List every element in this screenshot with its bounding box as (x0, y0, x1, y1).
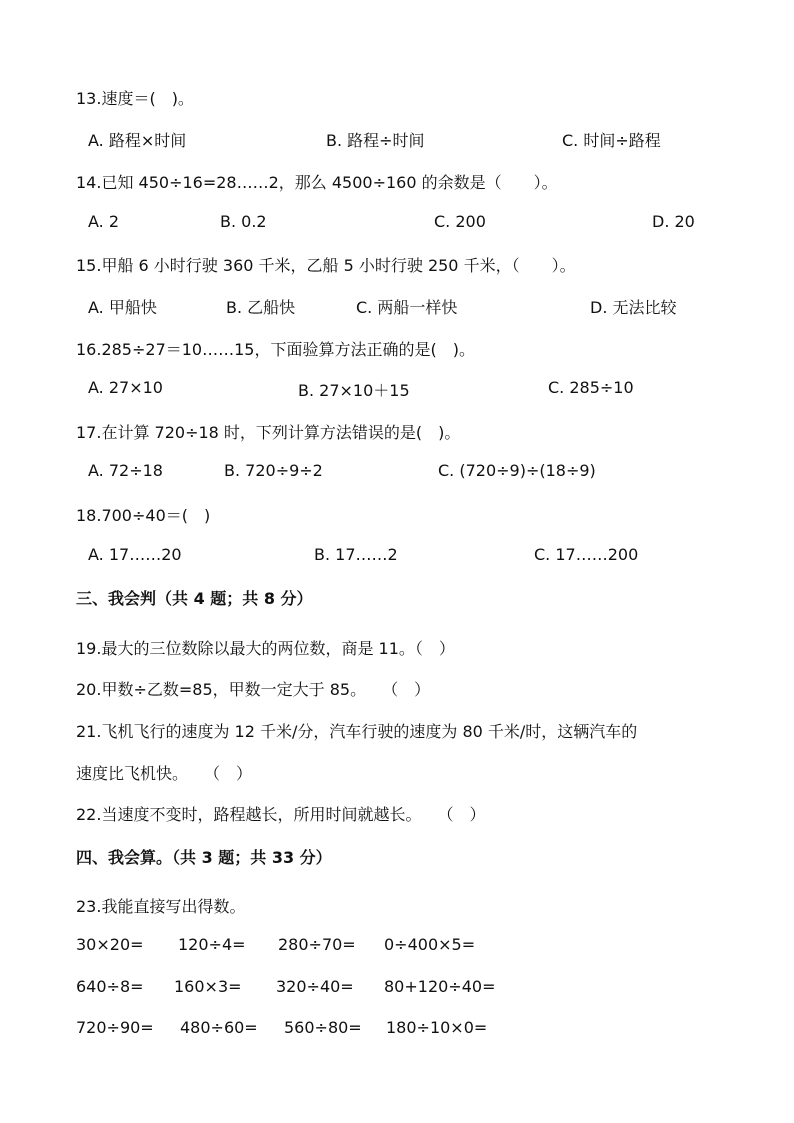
option-c: C. 200 (434, 212, 486, 231)
question-20: 20.甲数÷乙数=85，甲数一定大于 85。 （ ） (76, 680, 431, 699)
question-23-stem: 23.我能直接写出得数。 (76, 897, 246, 916)
question-13-stem: 13.速度＝( )。 (76, 89, 194, 108)
question-22: 22.当速度不变时，路程越长，所用时间就越长。 （ ） (76, 805, 486, 824)
option-c: C. (720÷9)÷(18÷9) (438, 461, 596, 480)
calc-item: 120÷4= (178, 935, 246, 954)
section-4-title: 四、我会算。（共 3 题；共 33 分） (76, 848, 332, 867)
option-b: B. 路程÷时间 (326, 131, 425, 150)
option-d: D. 无法比较 (590, 298, 677, 317)
question-18-stem: 18.700÷40＝( ) (76, 506, 211, 525)
calc-item: 280÷70= (278, 935, 356, 954)
question-15-stem: 15.甲船 6 小时行驶 360 千米，乙船 5 小时行驶 250 千米，（ ）。 (76, 256, 576, 275)
calc-item: 160×3= (174, 977, 242, 996)
question-15-options (0, 295, 794, 319)
option-a: A. 路程×时间 (88, 131, 187, 150)
option-b: B. 720÷9÷2 (224, 461, 323, 480)
question-14-options (0, 212, 794, 236)
question-16-stem: 16.285÷27＝10……15，下面验算方法正确的是( )。 (76, 340, 475, 359)
question-19: 19.最大的三位数除以最大的两位数，商是 11。（ ） (76, 639, 455, 658)
option-a: A. 72÷18 (88, 461, 163, 480)
option-a: A. 2 (88, 212, 120, 231)
option-c: C. 17……200 (534, 545, 639, 564)
option-d: D. 20 (652, 212, 695, 231)
calc-item: 30×20= (76, 935, 144, 954)
question-21-line-2: 速度比飞机快。 （ ） (76, 764, 253, 783)
question-18-options (0, 545, 794, 569)
option-a: A. 27×10 (88, 378, 163, 397)
calc-item: 560÷80= (284, 1018, 362, 1037)
calc-item: 0÷400×5= (384, 935, 476, 954)
calc-item: 720÷90= (76, 1018, 154, 1037)
calc-item: 640÷8= (76, 977, 144, 996)
question-21-line-1: 21.飞机飞行的速度为 12 千米/分，汽车行驶的速度为 80 千米/时，这辆汽车的 (76, 722, 638, 741)
question-17-options (0, 461, 794, 485)
option-c: C. 时间÷路程 (562, 131, 661, 150)
option-b: B. 乙船快 (226, 298, 296, 317)
option-a: A. 17……20 (88, 545, 182, 564)
question-14-stem: 14.已知 450÷16=28……2，那么 4500÷160 的余数是（ ）。 (76, 173, 558, 192)
calc-item: 320÷40= (276, 977, 354, 996)
option-c: C. 285÷10 (548, 378, 634, 397)
calc-item: 180÷10×0= (386, 1018, 488, 1037)
question-17-stem: 17.在计算 720÷18 时，下列计算方法错误的是( )。 (76, 423, 461, 442)
option-c: C. 两船一样快 (356, 298, 458, 317)
calc-item: 80+120÷40= (384, 977, 496, 996)
option-a: A. 甲船快 (88, 298, 157, 317)
option-b: B. 27×10＋15 (298, 381, 410, 400)
calc-item: 480÷60= (180, 1018, 258, 1037)
question-16-options (0, 378, 794, 402)
section-3-title: 三、我会判（共 4 题；共 8 分） (76, 589, 313, 608)
question-13-options (0, 128, 794, 152)
option-b: B. 17……2 (314, 545, 398, 564)
option-b: B. 0.2 (220, 212, 267, 231)
